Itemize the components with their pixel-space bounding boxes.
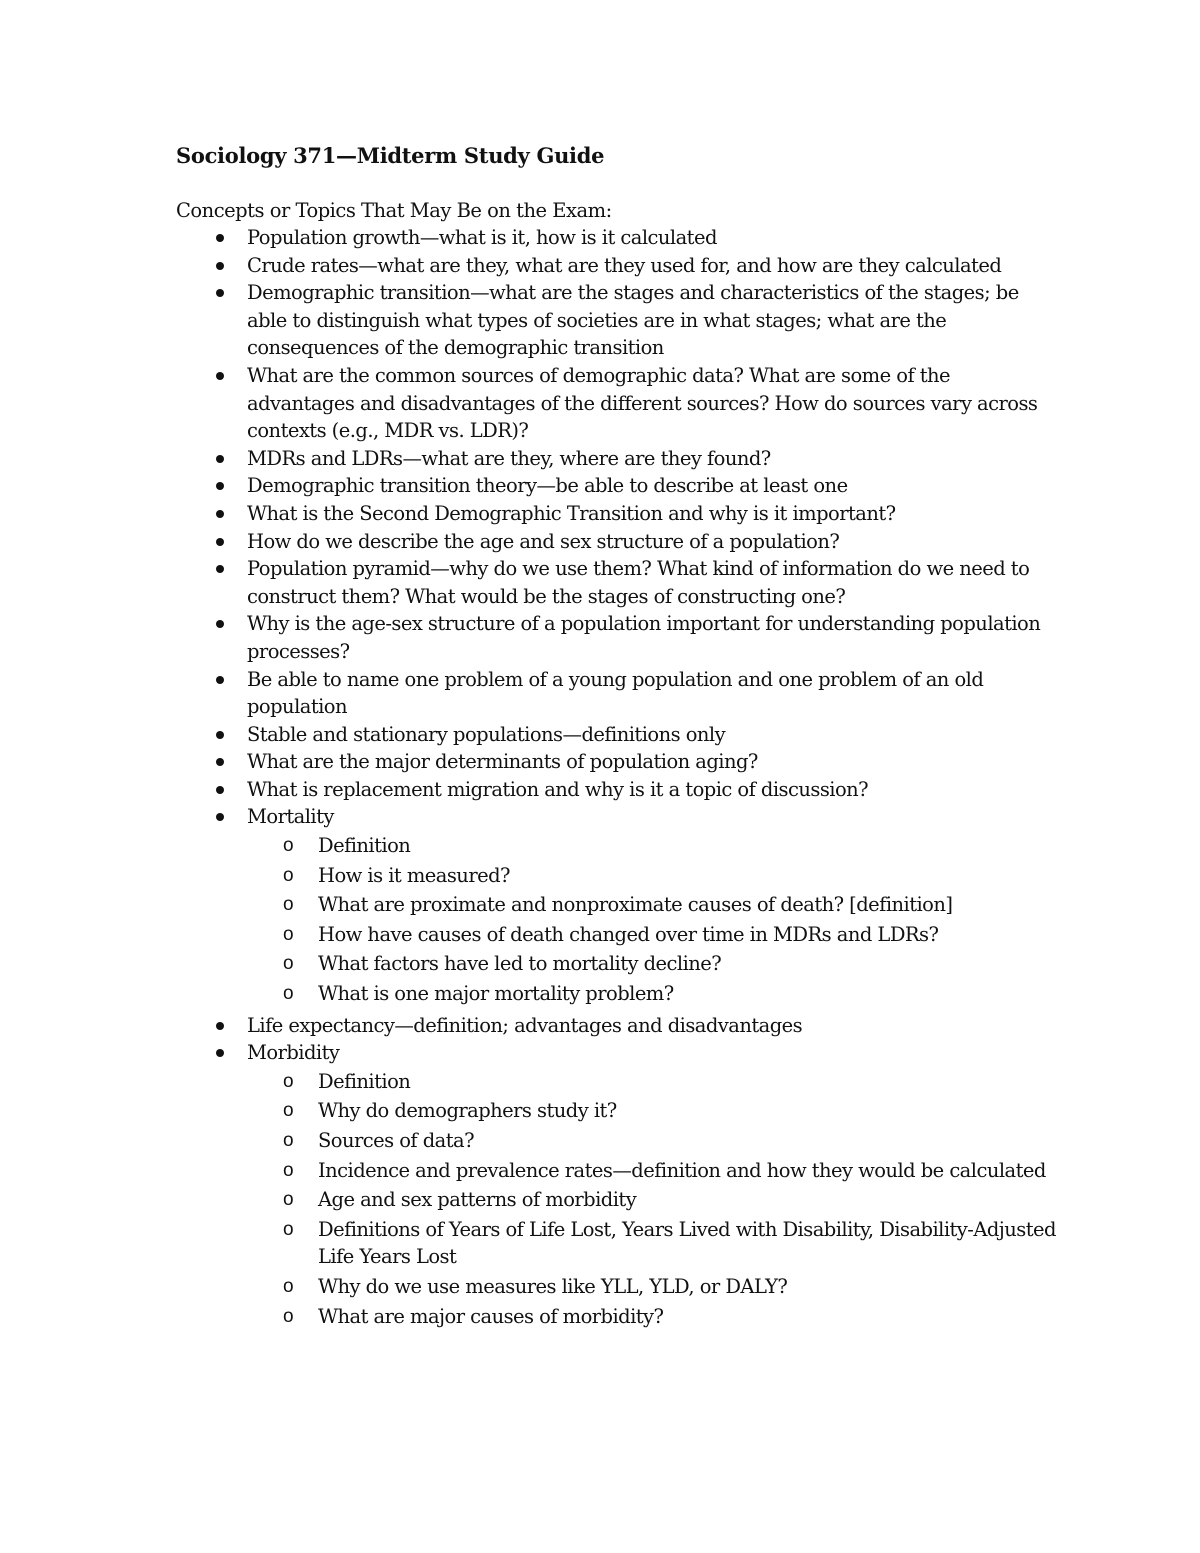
subtopic-item — [247, 1097, 1056, 1125]
bullet-circle-icon: o — [283, 953, 294, 975]
subtopic-item — [247, 891, 1056, 919]
subtopic-item — [247, 832, 1056, 860]
topic-item — [176, 776, 1056, 804]
subtopic-text: Incidence and prevalence rates—definition and how they would be calculated — [318, 1158, 1046, 1182]
subtopic-text: Definition — [318, 834, 411, 858]
topic-item — [176, 252, 1056, 280]
bullet-dot-icon — [216, 510, 224, 518]
bullet-dot-icon — [216, 676, 224, 684]
topic-text: What is the Second Demographic Transition and why is it important? — [247, 501, 896, 525]
subtopic-item — [247, 921, 1056, 949]
bullet-circle-icon: o — [283, 864, 294, 886]
topic-text: Population growth—what is it, how is it calculated — [247, 226, 717, 249]
topic-text: What are the major determinants of population aging? — [247, 750, 758, 774]
subtopic-item — [247, 862, 1056, 890]
subtopic-item — [247, 1157, 1056, 1185]
subtopic-text: What factors have led to mortality decline? — [318, 952, 722, 976]
topic-text: Why is the age-sex structure of a population important for understanding population processes? — [247, 612, 1041, 663]
topic-item — [176, 748, 1056, 776]
subtopic-item — [247, 1127, 1056, 1155]
topic-text: Morbidity — [247, 1041, 340, 1065]
bullet-circle-icon: o — [283, 1070, 294, 1092]
topic-item — [176, 666, 1056, 721]
subtopic-text: How have causes of death changed over time in MDRs and LDRs? — [318, 922, 939, 946]
subtopic-item — [247, 1186, 1056, 1214]
subtopic-item — [247, 1273, 1056, 1301]
bullet-dot-icon — [216, 289, 224, 297]
topic-item — [176, 528, 1056, 556]
topic-text: Population pyramid—why do we use them? What kind of information do we need to construct them? What would be the stages of constructing one? — [247, 557, 1030, 608]
bullet-circle-icon: o — [283, 835, 294, 857]
bullet-circle-icon: o — [283, 1100, 294, 1122]
bullet-circle-icon: o — [283, 1159, 294, 1181]
topic-item — [176, 500, 1056, 528]
bullet-circle-icon: o — [283, 894, 294, 916]
topic-text: Mortality — [247, 805, 334, 829]
topic-text: Life expectancy—definition; advantages and disadvantages — [247, 1013, 803, 1037]
topic-item — [176, 362, 1056, 445]
topic-text: Demographic transition theory—be able to describe at least one — [247, 474, 848, 498]
subtopic-text: Why do demographers study it? — [318, 1099, 617, 1123]
topic-text: What is replacement migration and why is it a topic of discussion? — [247, 777, 869, 801]
subtopic-text: How is it measured? — [318, 863, 510, 887]
bullet-dot-icon — [216, 538, 224, 546]
intro-line: Concepts or Topics That May Be on the Exam: — [176, 199, 612, 222]
subtopic-text: Age and sex patterns of morbidity — [318, 1188, 637, 1212]
bullet-dot-icon — [216, 565, 224, 573]
bullet-dot-icon — [216, 372, 224, 380]
topic-item — [176, 279, 1056, 362]
bullet-dot-icon — [216, 786, 224, 794]
bullet-dot-icon — [216, 262, 224, 270]
bullet-dot-icon — [216, 813, 224, 821]
topic-text: What are the common sources of demographic data? What are some of the advantages and disadvantages of the different sources? How do sources vary across contexts (e.g., MDR vs. LDR)? — [247, 363, 1038, 443]
bullet-circle-icon: o — [283, 1275, 294, 1297]
bullet-dot-icon — [216, 1022, 224, 1030]
subtopic-item — [247, 1068, 1056, 1096]
bullet-dot-icon — [216, 731, 224, 739]
subtopic-text: What are proximate and nonproximate causes of death? [definition] — [318, 893, 953, 917]
subtopic-text: Sources of data? — [318, 1129, 475, 1152]
topics-list — [176, 224, 1056, 1334]
topic-item — [176, 1012, 1056, 1040]
topic-text: Crude rates—what are they, what are they used for, and how are they calculated — [247, 253, 1002, 277]
subtopic-text: What is one major mortality problem? — [318, 982, 674, 1006]
subtopic-text: What are major causes of morbidity? — [318, 1304, 664, 1328]
bullet-dot-icon — [216, 455, 224, 463]
topic-text: How do we describe the age and sex structure of a population? — [247, 529, 840, 553]
bullet-dot-icon — [216, 482, 224, 490]
topic-item — [176, 472, 1056, 500]
subtopic-item — [247, 1303, 1056, 1331]
topic-item — [176, 445, 1056, 473]
bullet-circle-icon: o — [283, 1218, 294, 1240]
subtopic-list — [247, 1068, 1056, 1330]
bullet-circle-icon: o — [283, 1130, 294, 1151]
bullet-dot-icon — [216, 758, 224, 766]
document-title: Sociology 371—Midterm Study Guide — [176, 143, 605, 168]
topic-text: Be able to name one problem of a young population and one problem of an old population — [247, 667, 984, 719]
topic-item — [176, 610, 1056, 665]
subtopic-text: Definition — [318, 1069, 411, 1093]
bullet-dot-icon — [216, 620, 224, 628]
bullet-circle-icon: o — [283, 1305, 294, 1327]
bullet-circle-icon: o — [283, 1189, 294, 1211]
topic-item — [176, 555, 1056, 610]
topic-item — [176, 721, 1056, 749]
bullet-dot-icon — [216, 234, 224, 242]
topic-text: Stable and stationary populations—definitions only — [247, 722, 726, 746]
topic-item — [176, 1039, 1056, 1330]
bullet-circle-icon: o — [283, 923, 294, 945]
topic-item — [176, 803, 1056, 1007]
subtopic-item — [247, 1216, 1056, 1271]
subtopic-text: Definitions of Years of Life Lost, Years Lived with Disability, Disability-Adjusted Life Years Lost — [318, 1217, 1056, 1269]
subtopic-text: Why do we use measures like YLL, YLD, or DALY? — [318, 1274, 788, 1298]
bullet-circle-icon: o — [283, 983, 294, 1005]
topic-text: Demographic transition—what are the stages and characteristics of the stages; be able to distinguish what types of societies are in what stages; what are the consequences of the demographic transition — [247, 281, 1019, 360]
subtopic-item — [247, 950, 1056, 978]
topic-text: MDRs and LDRs—what are they, where are they found? — [247, 446, 771, 470]
subtopic-list — [247, 832, 1056, 1008]
bullet-dot-icon — [216, 1049, 224, 1057]
subtopic-item — [247, 980, 1056, 1008]
topic-item — [176, 224, 1056, 252]
